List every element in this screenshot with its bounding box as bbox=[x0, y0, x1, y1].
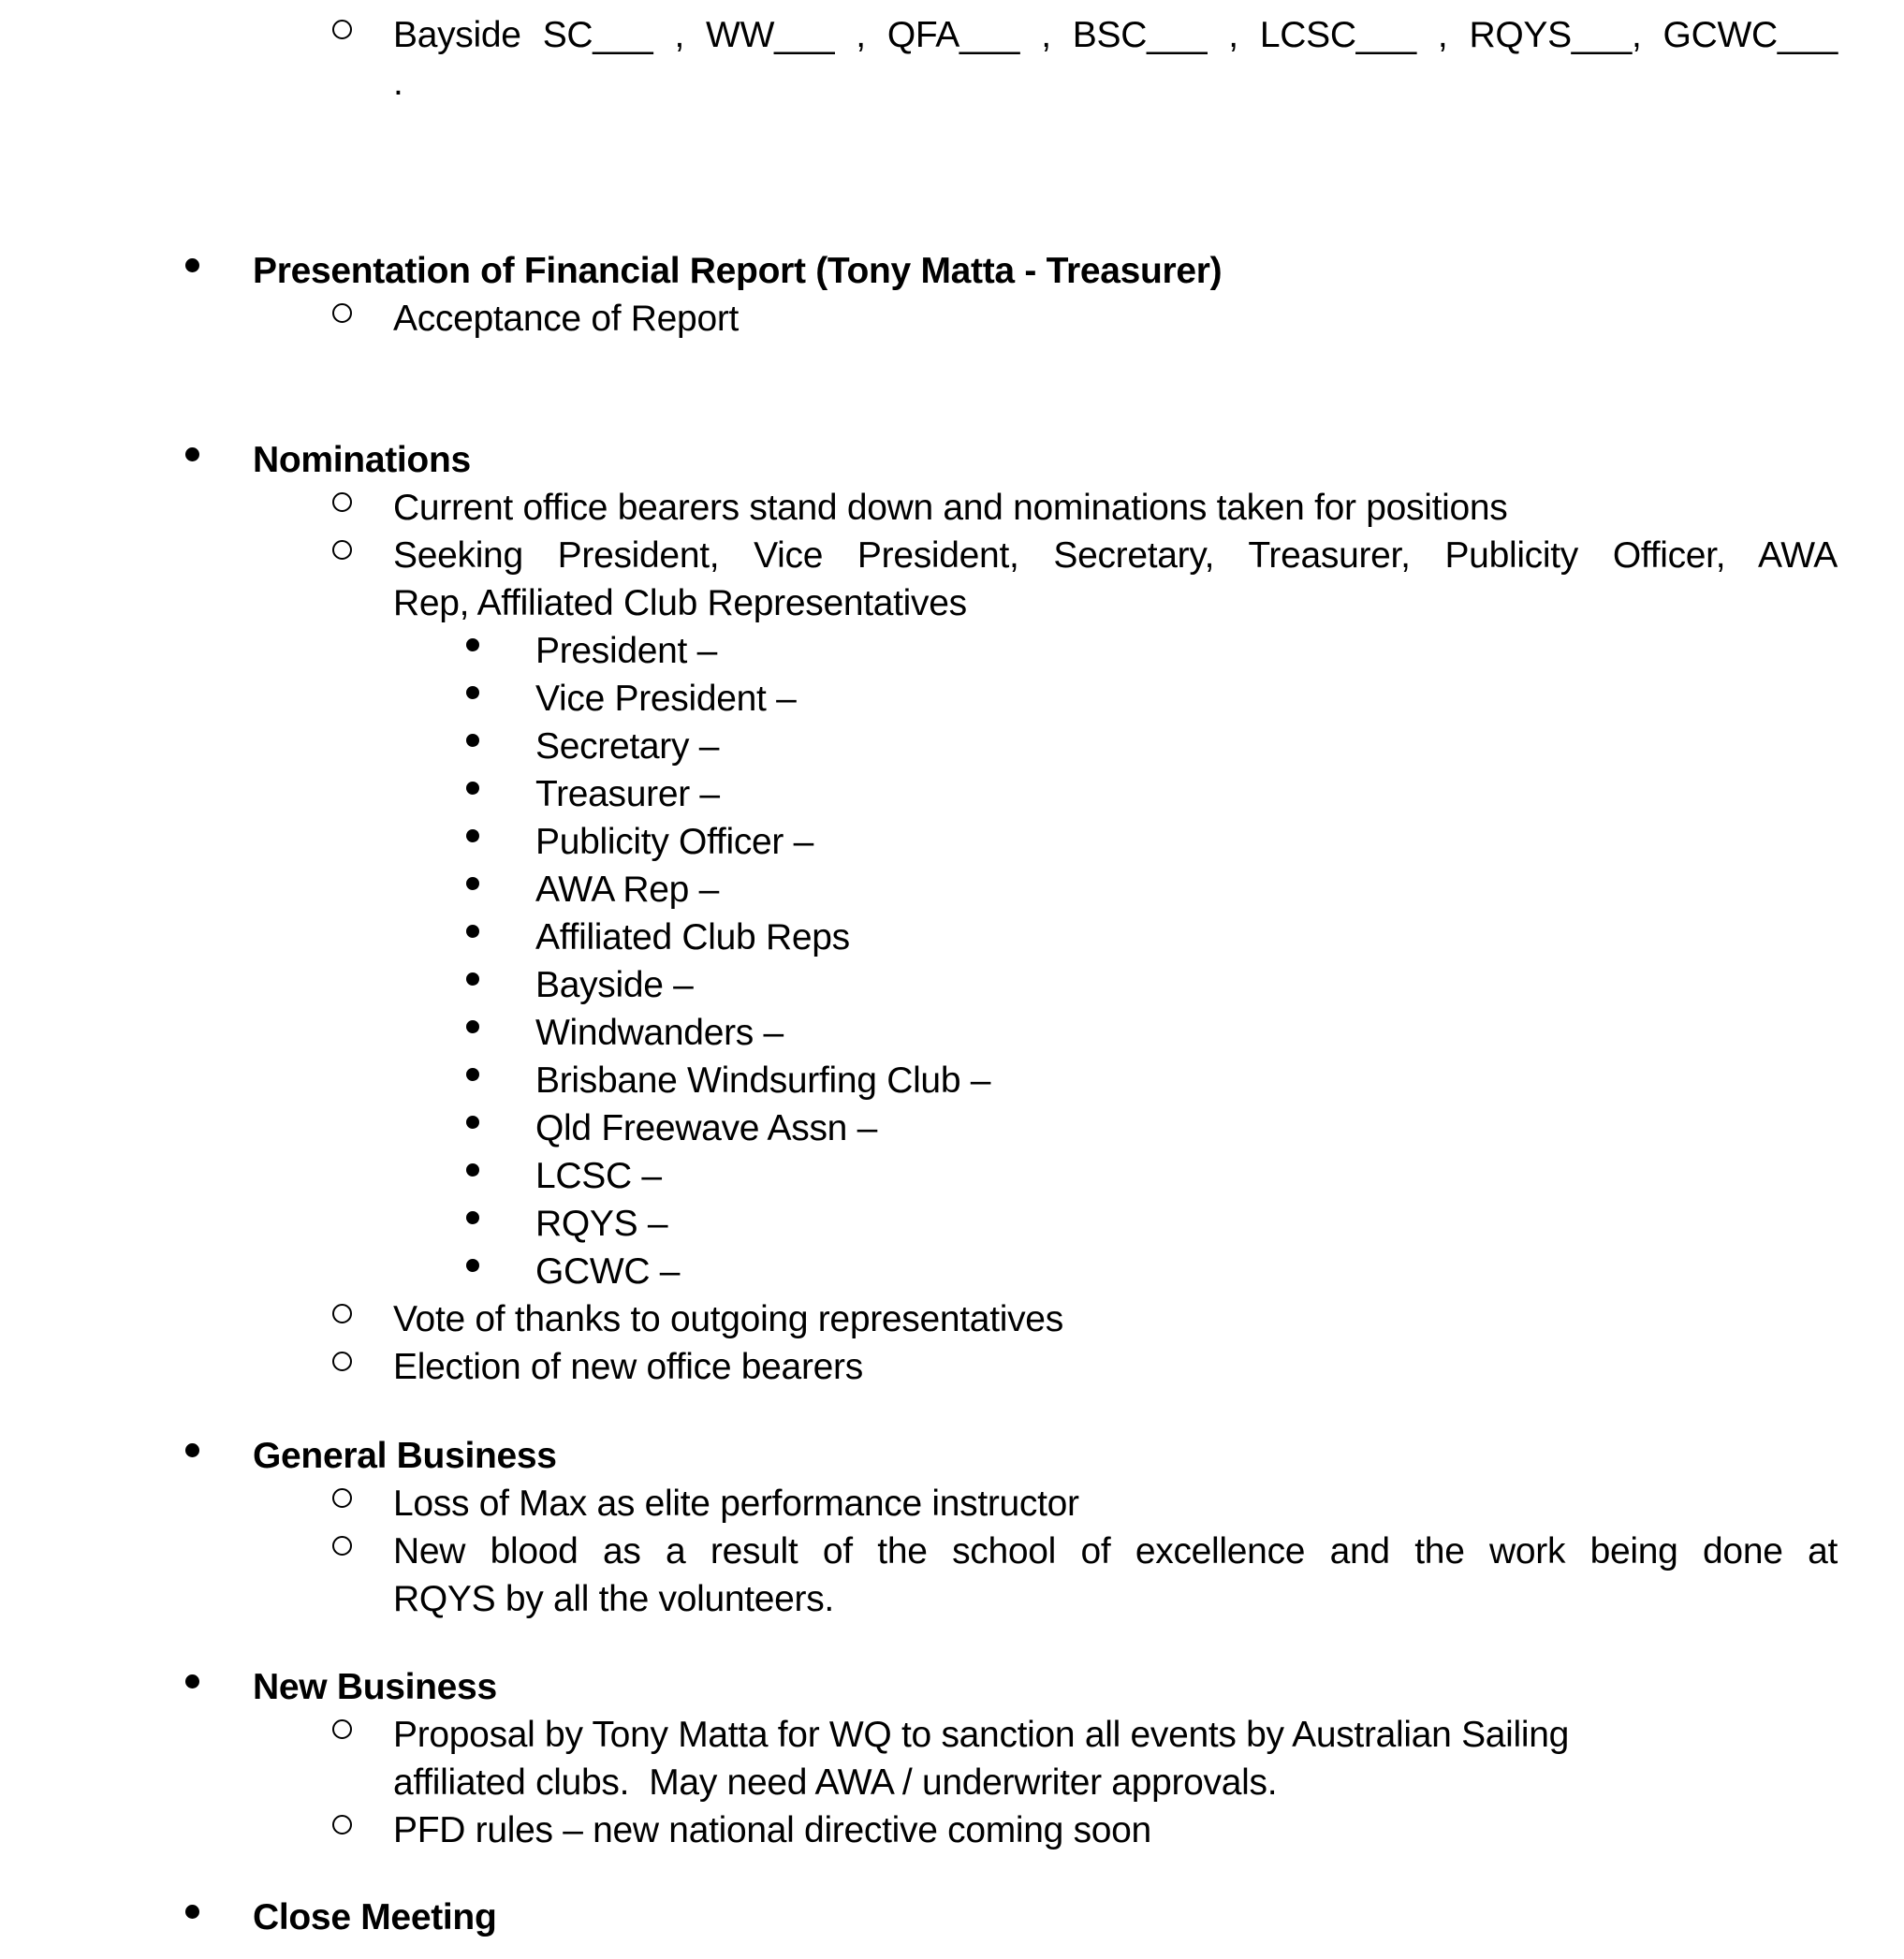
list-item-proposal-line2: affiliated clubs. May need AWA / underwriter approvals. bbox=[393, 1762, 1278, 1803]
circle-bullet bbox=[332, 303, 352, 323]
position-item-publicity-officer: Publicity Officer – bbox=[535, 822, 814, 862]
disc-bullet bbox=[466, 734, 479, 747]
position-item-treasurer: Treasurer – bbox=[535, 774, 720, 814]
clubs-attendance-line: Bayside SC___ , WW___ , QFA___ , BSC___ , LCSC___ , RQYS___, GCWC___ bbox=[393, 15, 1838, 55]
list-item-loss-of-max: Loss of Max as elite performance instructor bbox=[393, 1484, 1079, 1524]
disc-bullet bbox=[185, 447, 199, 461]
disc-bullet bbox=[466, 1163, 479, 1177]
list-item-new-blood-line1: New blood as a result of the school of excellence and the work being done at bbox=[393, 1531, 1838, 1572]
position-item-brisbane-windsurfing-club: Brisbane Windsurfing Club – bbox=[535, 1060, 991, 1101]
circle-bullet bbox=[332, 1352, 352, 1371]
disc-bullet bbox=[466, 1259, 479, 1272]
list-item-election-office-bearers: Election of new office bearers bbox=[393, 1347, 863, 1387]
disc-bullet bbox=[466, 925, 479, 938]
disc-bullet bbox=[185, 258, 199, 272]
list-item-proposal-line1: Proposal by Tony Matta for WQ to sanction all events by Australian Sailing bbox=[393, 1715, 1570, 1755]
position-item-president: President – bbox=[535, 631, 717, 671]
circle-bullet bbox=[332, 1815, 352, 1835]
circle-bullet bbox=[332, 1488, 352, 1508]
list-item-vote-of-thanks: Vote of thanks to outgoing representatives bbox=[393, 1299, 1063, 1339]
disc-bullet bbox=[466, 638, 479, 651]
disc-bullet bbox=[185, 1674, 199, 1689]
position-item-vice-president: Vice President – bbox=[535, 679, 797, 719]
disc-bullet bbox=[185, 1905, 199, 1919]
position-item-awa-rep: AWA Rep – bbox=[535, 870, 719, 910]
circle-bullet bbox=[332, 1304, 352, 1323]
circle-bullet bbox=[332, 492, 352, 512]
position-item-windwanders: Windwanders – bbox=[535, 1013, 784, 1053]
disc-bullet bbox=[466, 1116, 479, 1129]
list-item-pfd-rules: PFD rules – new national directive coming soon bbox=[393, 1810, 1151, 1850]
section-heading-nominations: Nominations bbox=[253, 440, 471, 480]
position-item-qld-freewave-assn: Qld Freewave Assn – bbox=[535, 1108, 877, 1148]
section-heading-new-business: New Business bbox=[253, 1667, 497, 1707]
list-item-office-bearers-stand-down: Current office bearers stand down and nominations taken for positions bbox=[393, 488, 1508, 528]
circle-bullet bbox=[332, 540, 352, 560]
circle-bullet bbox=[332, 1719, 352, 1739]
disc-bullet bbox=[466, 686, 479, 699]
disc-bullet bbox=[466, 782, 479, 795]
list-item-seeking-positions-line2: Rep, Affiliated Club Representatives bbox=[393, 583, 967, 623]
disc-bullet bbox=[185, 1443, 199, 1457]
circle-bullet bbox=[332, 20, 352, 39]
list-item-acceptance-of-report: Acceptance of Report bbox=[393, 299, 740, 339]
section-heading-financial-report: Presentation of Financial Report (Tony Matta - Treasurer) bbox=[253, 251, 1223, 291]
disc-bullet bbox=[466, 972, 479, 986]
position-item-rqys: RQYS – bbox=[535, 1204, 668, 1244]
section-heading-general-business: General Business bbox=[253, 1436, 557, 1476]
position-item-secretary: Secretary – bbox=[535, 726, 720, 767]
section-heading-close-meeting: Close Meeting bbox=[253, 1897, 497, 1937]
circle-bullet bbox=[332, 1536, 352, 1556]
clubs-attendance-line-wrap: . bbox=[393, 63, 403, 103]
disc-bullet bbox=[466, 1211, 479, 1224]
position-item-bayside: Bayside – bbox=[535, 965, 694, 1005]
disc-bullet bbox=[466, 877, 479, 890]
list-item-seeking-positions-line1: Seeking President, Vice President, Secretary, Treasurer, Publicity Officer, AWA bbox=[393, 535, 1838, 576]
position-item-lcsc: LCSC – bbox=[535, 1156, 662, 1196]
disc-bullet bbox=[466, 829, 479, 842]
position-item-affiliated-club-reps: Affiliated Club Reps bbox=[535, 917, 850, 958]
disc-bullet bbox=[466, 1020, 479, 1033]
disc-bullet bbox=[466, 1068, 479, 1081]
position-item-gcwc: GCWC – bbox=[535, 1251, 681, 1292]
list-item-new-blood-line2: RQYS by all the volunteers. bbox=[393, 1579, 834, 1619]
